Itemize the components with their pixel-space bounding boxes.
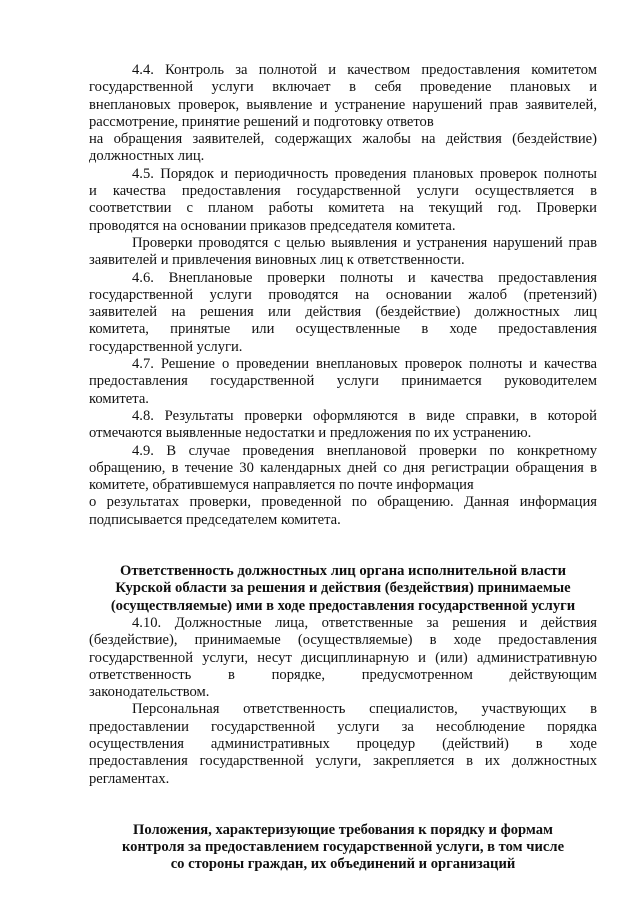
text-line: государственной услуги проводятся на основании жалоб (претензий) <box>89 286 597 303</box>
text-line: 4.9. В случае проведения внеплановой проверки по конкретному <box>132 442 597 459</box>
text-line: рассмотрение, принятие решений и подготовку ответов <box>89 113 434 130</box>
paragraph <box>89 166 597 235</box>
text-line: 4.6. Внеплановые проверки полноты и качества предоставления <box>132 269 597 286</box>
heading-line: Ответственность должностных лиц органа исполнительной власти <box>120 563 566 580</box>
text-line: комитета. <box>89 390 149 407</box>
text-line: соответствии с планом работы комитета на текущий год. Проверки <box>89 200 597 217</box>
heading-line: Курской области за решения и действия (бездействия) принимаемые <box>115 580 571 597</box>
section-heading-responsibility <box>89 563 597 615</box>
text-line: Проверки проводятся с целью выявления и устранения нарушений прав <box>132 234 597 251</box>
section-control-text <box>89 62 597 529</box>
text-line: заявителей и привлечения виновных лиц к ответственности. <box>89 252 465 269</box>
text-line: государственной услуги, несут дисциплинарную и (или) административную <box>89 649 597 666</box>
paragraph <box>89 62 597 166</box>
text-line: регламентах. <box>89 770 170 787</box>
text-line: проводятся на основании приказов председателя комитета. <box>89 217 456 234</box>
spacer <box>89 805 597 822</box>
text-line: ответственность в порядке, предусмотренном действующим <box>89 666 597 683</box>
text-line: отмечаются выявленные недостатки и предложения по их устранению. <box>89 425 532 442</box>
section-responsibility-text <box>89 615 597 788</box>
spacer <box>89 529 597 546</box>
paragraph <box>89 356 597 408</box>
paragraph <box>89 443 597 529</box>
text-line: 4.5. Порядок и периодичность проведения плановых проверок полноты <box>132 165 597 182</box>
text-line: (бездействие), принимаемые (осуществляемые) в ходе предоставления <box>89 632 597 649</box>
heading-line: Положения, характеризующие требования к порядку и формам <box>133 821 553 838</box>
spacer <box>89 546 597 563</box>
text-line: заявителей на решения или действия (бездействие) должностных лиц <box>89 304 597 321</box>
text-line: осуществления административных процедур (действий) в ходе <box>89 735 597 752</box>
paragraph <box>89 701 597 787</box>
text-line: предоставления государственной услуги, закрепляется в их должностных <box>89 753 597 770</box>
spacer <box>89 788 597 805</box>
heading-line: контроля за предоставлением государственной услуги, в том числе <box>121 839 565 856</box>
section-heading-control-forms <box>89 822 597 874</box>
text-line: законодательством. <box>89 684 210 701</box>
text-line: предоставления государственной услуги принимается руководителем <box>89 373 597 390</box>
text-line: комитете, обратившемуся направляется по почте информация <box>89 477 474 494</box>
text-line: обращению, в течение 30 календарных дней со дня регистрации обращения в <box>89 459 597 476</box>
text-line: подписывается председателем комитета. <box>89 511 341 528</box>
text-line: 4.4. Контроль за полнотой и качеством предоставления комитетом <box>132 62 597 78</box>
text-line: комитета, принятые или осуществленные в ходе предоставления <box>89 321 597 338</box>
text-line: о результатах проверки, проведенной по обращению. Данная информация <box>89 494 597 511</box>
text-line: внеплановых проверок, выявление и устранение нарушений прав заявителей, <box>89 96 597 113</box>
paragraph <box>89 408 597 443</box>
paragraph <box>89 235 597 270</box>
text-line: 4.10. Должностные лица, ответственные за решения и действия <box>132 614 597 631</box>
text-line: 4.7. Решение о проведении внеплановых проверок полноты и качества <box>132 356 597 373</box>
text-line: должностных лиц. <box>89 148 205 165</box>
text-line: государственной услуги. <box>89 338 243 355</box>
text-line: предоставлении государственной услуги за несоблюдение порядка <box>89 718 597 735</box>
text-line: государственной услуги включает в себя проведение плановых и <box>89 79 597 96</box>
paragraph <box>89 270 597 356</box>
text-line: Персональная ответственность специалистов, участвующих в <box>132 701 597 718</box>
text-line: и качества предоставления государственной услуги осуществляется в <box>89 183 597 200</box>
heading-line: (осуществляемые) ими в ходе предоставления государственной услуги <box>110 597 576 614</box>
text-line: 4.8. Результаты проверки оформляются в виде справки, в которой <box>132 407 597 424</box>
text-line: на обращения заявителей, содержащих жалобы на действия (бездействие) <box>89 131 597 148</box>
paragraph <box>89 615 597 701</box>
heading-line: со стороны граждан, их объединений и организаций <box>170 856 516 873</box>
